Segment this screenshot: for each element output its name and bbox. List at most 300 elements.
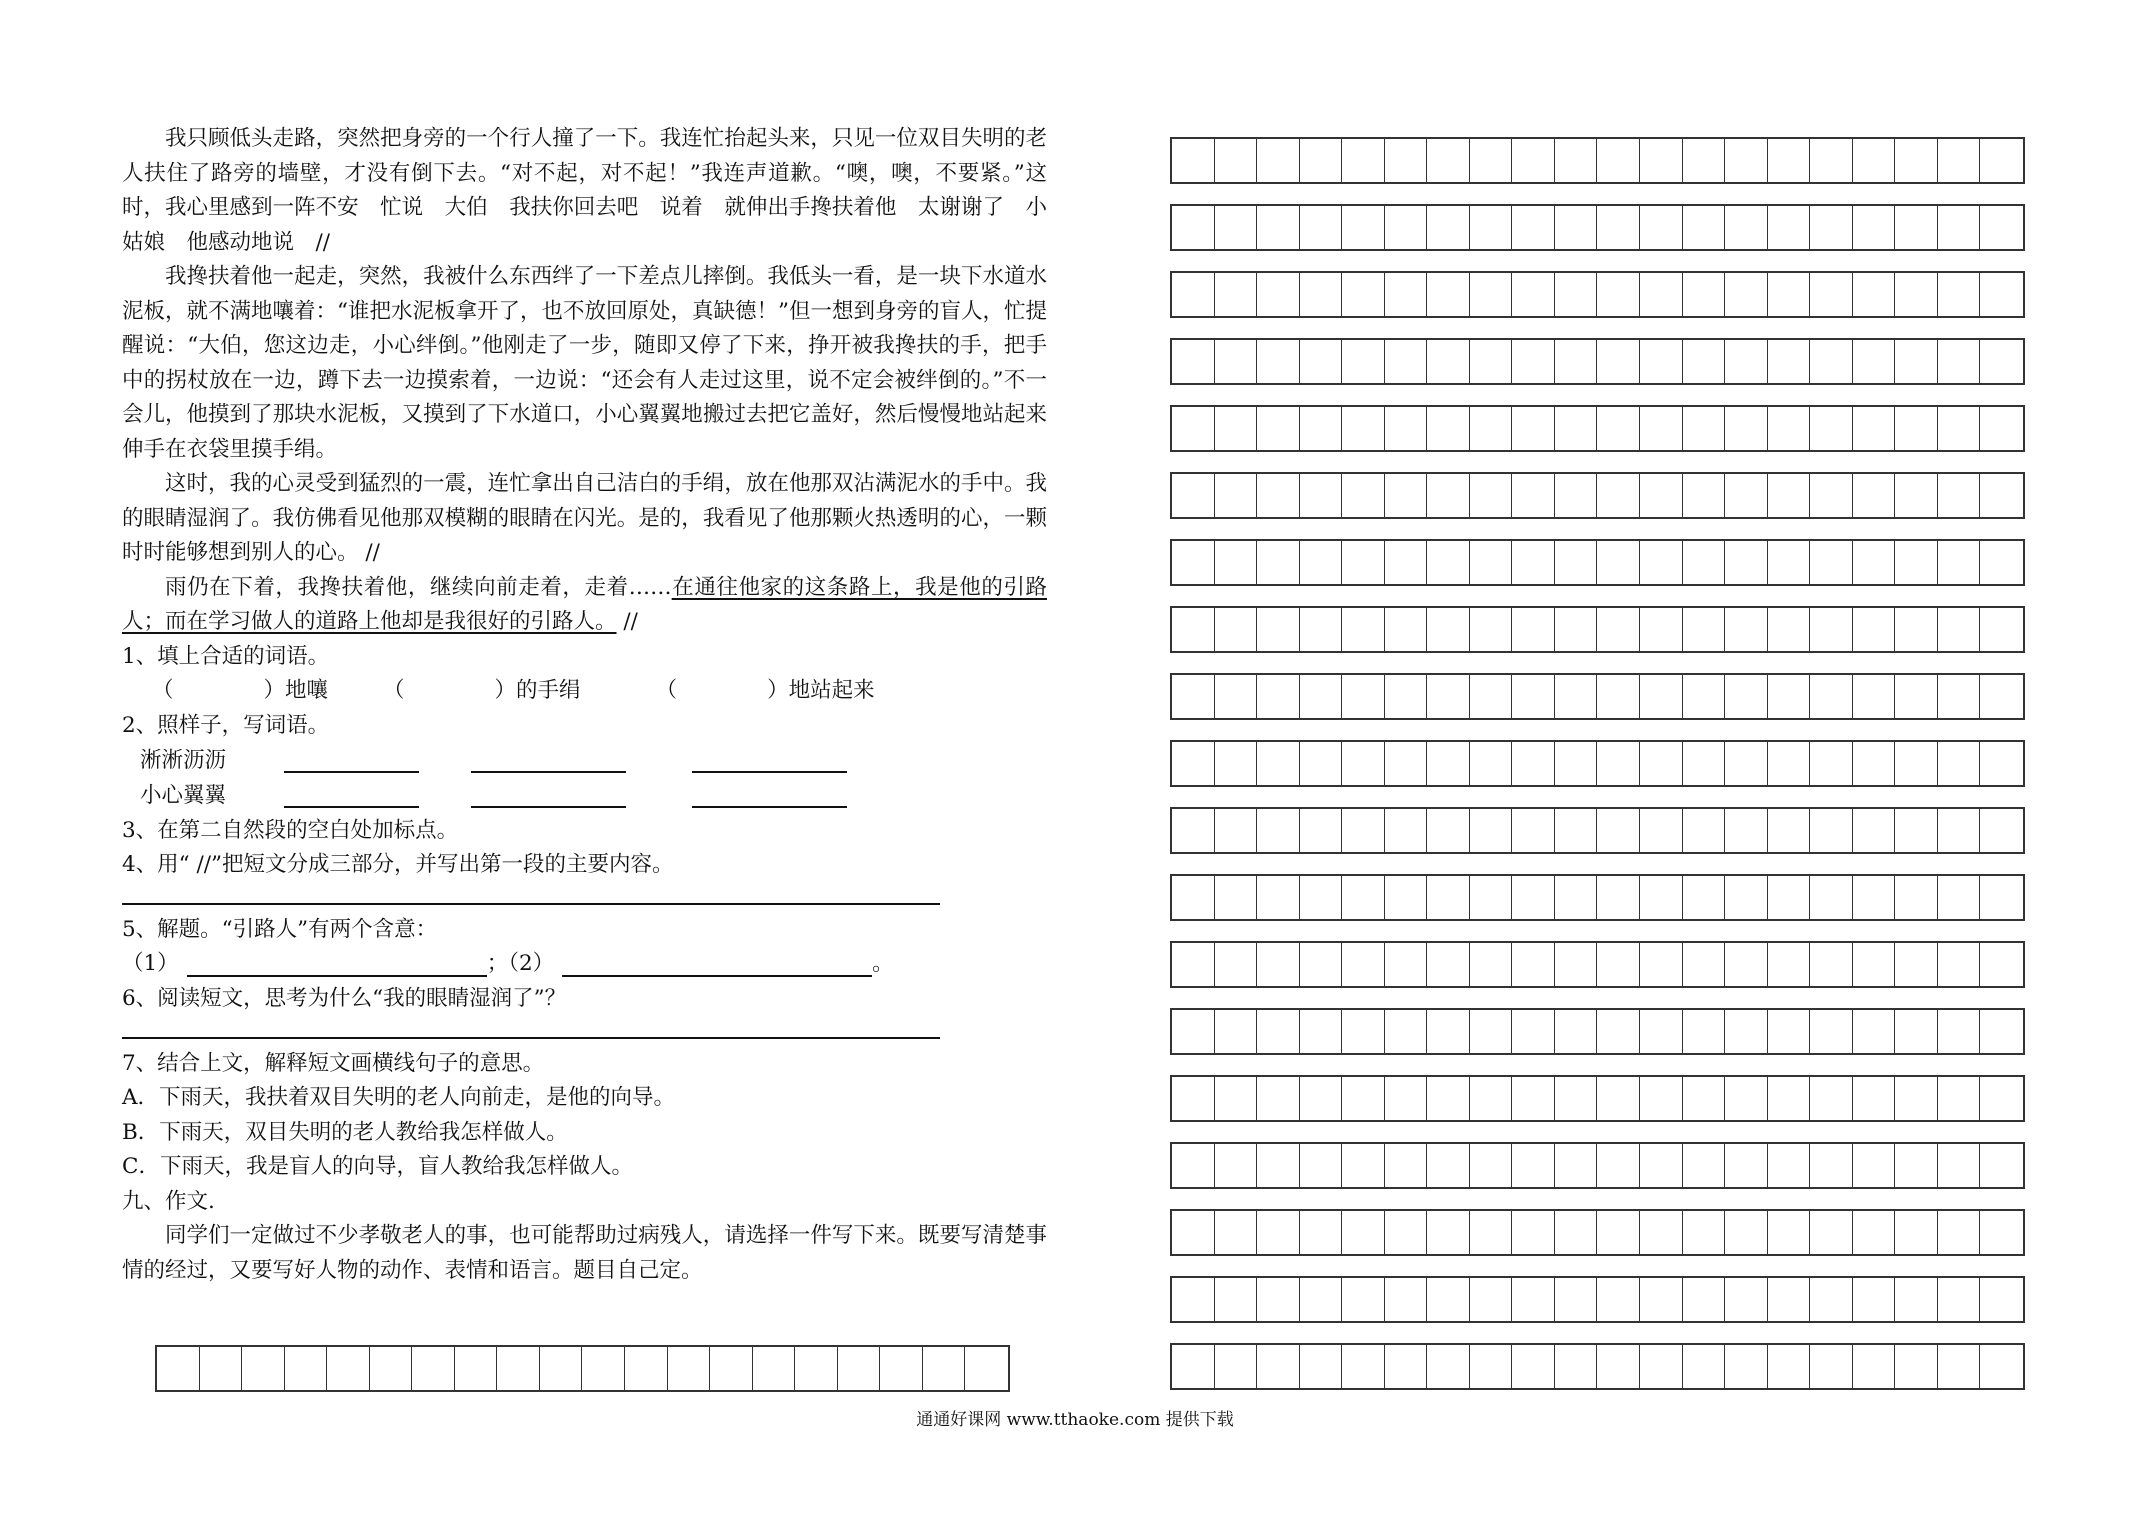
grid-cell[interactable] xyxy=(1640,1278,1683,1321)
q2-blank[interactable] xyxy=(692,749,847,773)
grid-cell[interactable] xyxy=(1853,809,1896,852)
grid-cell[interactable] xyxy=(1768,206,1811,249)
grid-cell[interactable] xyxy=(1640,876,1683,919)
grid-cell[interactable] xyxy=(1725,474,1768,517)
grid-cell[interactable] xyxy=(1257,943,1300,986)
grid-cell[interactable] xyxy=(1725,742,1768,785)
grid-cell[interactable] xyxy=(1810,675,1853,718)
grid-cell[interactable] xyxy=(1300,139,1343,182)
grid-cell[interactable] xyxy=(1810,809,1853,852)
q5-blank-2[interactable] xyxy=(562,953,872,977)
grid-cell[interactable] xyxy=(1512,1345,1555,1388)
grid-cell[interactable] xyxy=(1555,1278,1598,1321)
grid-cell[interactable] xyxy=(1725,206,1768,249)
grid-cell[interactable] xyxy=(1427,1077,1470,1120)
grid-cell[interactable] xyxy=(1172,1211,1215,1254)
grid-cell[interactable] xyxy=(1342,1345,1385,1388)
grid-cell[interactable] xyxy=(1257,407,1300,450)
grid-cell[interactable] xyxy=(1427,139,1470,182)
grid-cell[interactable] xyxy=(1938,809,1981,852)
grid-cell[interactable] xyxy=(1683,1010,1726,1053)
grid-cell[interactable] xyxy=(838,1347,881,1390)
grid-cell[interactable] xyxy=(1470,407,1513,450)
grid-cell[interactable] xyxy=(1895,742,1938,785)
grid-cell[interactable] xyxy=(1895,1345,1938,1388)
grid-cell[interactable] xyxy=(1810,407,1853,450)
grid-cell[interactable] xyxy=(1342,608,1385,651)
grid-cell[interactable] xyxy=(1895,139,1938,182)
grid-cell[interactable] xyxy=(1980,340,2023,383)
q4-answer-line[interactable] xyxy=(122,883,940,905)
grid-cell[interactable] xyxy=(1470,1010,1513,1053)
grid-cell[interactable] xyxy=(1385,608,1428,651)
grid-cell[interactable] xyxy=(1810,876,1853,919)
grid-cell[interactable] xyxy=(1725,876,1768,919)
grid-cell[interactable] xyxy=(1555,809,1598,852)
grid-cell[interactable] xyxy=(1512,407,1555,450)
grid-cell[interactable] xyxy=(1215,608,1258,651)
grid-cell[interactable] xyxy=(1980,139,2023,182)
grid-cell[interactable] xyxy=(1385,340,1428,383)
grid-cell[interactable] xyxy=(1172,474,1215,517)
q2-blank[interactable] xyxy=(692,784,847,808)
grid-cell[interactable] xyxy=(1980,1345,2023,1388)
grid-cell[interactable] xyxy=(1300,943,1343,986)
grid-cell[interactable] xyxy=(1640,1077,1683,1120)
grid-cell[interactable] xyxy=(1938,675,1981,718)
grid-cell[interactable] xyxy=(1385,943,1428,986)
grid-cell[interactable] xyxy=(1640,340,1683,383)
grid-cell[interactable] xyxy=(1215,943,1258,986)
grid-cell[interactable] xyxy=(1512,1077,1555,1120)
grid-cell[interactable] xyxy=(1938,1278,1981,1321)
grid-cell[interactable] xyxy=(1172,340,1215,383)
composition-grid-row[interactable] xyxy=(1170,204,2025,251)
grid-cell[interactable] xyxy=(1810,206,1853,249)
grid-cell[interactable] xyxy=(1938,1211,1981,1254)
composition-grid-row[interactable] xyxy=(1170,338,2025,385)
grid-cell[interactable] xyxy=(1342,407,1385,450)
grid-cell[interactable] xyxy=(1980,1278,2023,1321)
grid-cell[interactable] xyxy=(1768,1010,1811,1053)
grid-cell[interactable] xyxy=(1512,273,1555,316)
grid-cell[interactable] xyxy=(1555,340,1598,383)
grid-cell[interactable] xyxy=(1853,876,1896,919)
q7-option-a[interactable]: A．下雨天，我扶着双目失明的老人向前走，是他的向导。 xyxy=(122,1085,676,1110)
grid-cell[interactable] xyxy=(1215,474,1258,517)
grid-cell[interactable] xyxy=(1938,742,1981,785)
grid-cell[interactable] xyxy=(1342,206,1385,249)
grid-cell[interactable] xyxy=(1427,407,1470,450)
grid-cell[interactable] xyxy=(1938,273,1981,316)
grid-cell[interactable] xyxy=(1640,139,1683,182)
grid-cell[interactable] xyxy=(1768,1077,1811,1120)
grid-cell[interactable] xyxy=(1810,340,1853,383)
grid-cell[interactable] xyxy=(1640,541,1683,584)
grid-cell[interactable] xyxy=(1683,943,1726,986)
grid-cell[interactable] xyxy=(1257,1010,1300,1053)
grid-cell[interactable] xyxy=(1342,273,1385,316)
grid-cell[interactable] xyxy=(1342,1144,1385,1187)
grid-cell[interactable] xyxy=(1342,1211,1385,1254)
grid-cell[interactable] xyxy=(1853,139,1896,182)
grid-cell[interactable] xyxy=(1300,809,1343,852)
grid-cell[interactable] xyxy=(1980,1144,2023,1187)
grid-cell[interactable] xyxy=(1555,407,1598,450)
grid-cell[interactable] xyxy=(1938,340,1981,383)
grid-cell[interactable] xyxy=(1853,742,1896,785)
grid-cell[interactable] xyxy=(1512,876,1555,919)
grid-cell[interactable] xyxy=(1725,1010,1768,1053)
grid-cell[interactable] xyxy=(1555,1211,1598,1254)
grid-cell[interactable] xyxy=(1385,273,1428,316)
q2-blank[interactable] xyxy=(284,749,419,773)
grid-cell[interactable] xyxy=(1725,340,1768,383)
grid-cell[interactable] xyxy=(1512,1010,1555,1053)
grid-cell[interactable] xyxy=(1895,608,1938,651)
grid-cell[interactable] xyxy=(1810,1077,1853,1120)
grid-cell[interactable] xyxy=(880,1347,923,1390)
grid-cell[interactable] xyxy=(497,1347,540,1390)
grid-cell[interactable] xyxy=(1427,943,1470,986)
grid-cell[interactable] xyxy=(1470,943,1513,986)
grid-cell[interactable] xyxy=(1768,474,1811,517)
grid-cell[interactable] xyxy=(1640,1345,1683,1388)
grid-cell[interactable] xyxy=(1853,943,1896,986)
grid-cell[interactable] xyxy=(1427,541,1470,584)
grid-cell[interactable] xyxy=(1172,943,1215,986)
grid-cell[interactable] xyxy=(1640,1144,1683,1187)
grid-cell[interactable] xyxy=(1768,139,1811,182)
grid-cell[interactable] xyxy=(1555,139,1598,182)
grid-cell[interactable] xyxy=(1597,1144,1640,1187)
composition-grid-row[interactable] xyxy=(1170,1343,2025,1390)
grid-cell[interactable] xyxy=(1810,1211,1853,1254)
grid-cell[interactable] xyxy=(1470,1144,1513,1187)
grid-cell[interactable] xyxy=(1215,340,1258,383)
grid-cell[interactable] xyxy=(285,1347,328,1390)
grid-cell[interactable] xyxy=(1172,1144,1215,1187)
grid-cell[interactable] xyxy=(1512,139,1555,182)
grid-cell[interactable] xyxy=(1938,608,1981,651)
grid-cell[interactable] xyxy=(1512,1144,1555,1187)
composition-grid-row[interactable] xyxy=(1170,539,2025,586)
grid-cell[interactable] xyxy=(1725,809,1768,852)
grid-cell[interactable] xyxy=(327,1347,370,1390)
grid-cell[interactable] xyxy=(1555,943,1598,986)
grid-cell[interactable] xyxy=(1725,1278,1768,1321)
grid-cell[interactable] xyxy=(1768,608,1811,651)
composition-grid-row[interactable] xyxy=(1170,1008,2025,1055)
grid-cell[interactable] xyxy=(1385,407,1428,450)
grid-cell[interactable] xyxy=(1597,1077,1640,1120)
grid-cell[interactable] xyxy=(1768,541,1811,584)
grid-cell[interactable] xyxy=(1597,608,1640,651)
grid-cell[interactable] xyxy=(1810,139,1853,182)
grid-cell[interactable] xyxy=(1853,541,1896,584)
grid-cell[interactable] xyxy=(1725,1144,1768,1187)
grid-cell[interactable] xyxy=(1768,1211,1811,1254)
q7-option-c[interactable]: C．下雨天，我是盲人的向导，盲人教给我怎样做人。 xyxy=(122,1154,633,1179)
grid-cell[interactable] xyxy=(1215,1211,1258,1254)
composition-grid-row[interactable] xyxy=(1170,1142,2025,1189)
grid-cell[interactable] xyxy=(1980,608,2023,651)
grid-cell[interactable] xyxy=(1300,1345,1343,1388)
grid-cell[interactable] xyxy=(1683,1211,1726,1254)
grid-cell[interactable] xyxy=(1980,675,2023,718)
grid-cell[interactable] xyxy=(1725,608,1768,651)
q7-option-b[interactable]: B．下雨天，双目失明的老人教给我怎样做人。 xyxy=(122,1119,568,1145)
grid-cell[interactable] xyxy=(1300,474,1343,517)
grid-cell[interactable] xyxy=(1427,1144,1470,1187)
grid-cell[interactable] xyxy=(1810,943,1853,986)
grid-cell[interactable] xyxy=(1938,206,1981,249)
grid-cell[interactable] xyxy=(1342,541,1385,584)
grid-cell[interactable] xyxy=(1810,1010,1853,1053)
grid-cell[interactable] xyxy=(1768,273,1811,316)
grid-cell[interactable] xyxy=(1300,1278,1343,1321)
grid-cell[interactable] xyxy=(1427,1345,1470,1388)
grid-cell[interactable] xyxy=(1768,1278,1811,1321)
grid-cell[interactable] xyxy=(1683,809,1726,852)
grid-cell[interactable] xyxy=(1300,1077,1343,1120)
grid-cell[interactable] xyxy=(1725,139,1768,182)
grid-cell[interactable] xyxy=(1215,1345,1258,1388)
grid-cell[interactable] xyxy=(1427,1010,1470,1053)
grid-cell[interactable] xyxy=(1555,541,1598,584)
grid-cell[interactable] xyxy=(1512,675,1555,718)
grid-cell[interactable] xyxy=(1215,742,1258,785)
grid-cell[interactable] xyxy=(1938,474,1981,517)
grid-cell[interactable] xyxy=(1895,1278,1938,1321)
grid-cell[interactable] xyxy=(753,1347,796,1390)
grid-cell[interactable] xyxy=(1683,1345,1726,1388)
grid-cell[interactable] xyxy=(1470,474,1513,517)
grid-cell[interactable] xyxy=(1172,1010,1215,1053)
grid-cell[interactable] xyxy=(1895,474,1938,517)
grid-cell[interactable] xyxy=(1597,407,1640,450)
grid-cell[interactable] xyxy=(1470,876,1513,919)
grid-cell[interactable] xyxy=(1895,407,1938,450)
composition-grid-row[interactable] xyxy=(1170,472,2025,519)
grid-cell[interactable] xyxy=(1683,206,1726,249)
grid-cell[interactable] xyxy=(540,1347,583,1390)
grid-cell[interactable] xyxy=(1597,541,1640,584)
grid-cell[interactable] xyxy=(1555,1010,1598,1053)
grid-cell[interactable] xyxy=(1980,474,2023,517)
grid-cell[interactable] xyxy=(1427,1278,1470,1321)
grid-cell[interactable] xyxy=(1938,1144,1981,1187)
grid-cell[interactable] xyxy=(1810,1278,1853,1321)
grid-cell[interactable] xyxy=(1683,675,1726,718)
composition-grid-left[interactable] xyxy=(155,1345,1010,1392)
grid-cell[interactable] xyxy=(370,1347,413,1390)
grid-cell[interactable] xyxy=(1810,474,1853,517)
grid-cell[interactable] xyxy=(1895,273,1938,316)
grid-cell[interactable] xyxy=(1853,273,1896,316)
grid-cell[interactable] xyxy=(1640,675,1683,718)
grid-cell[interactable] xyxy=(1980,809,2023,852)
grid-cell[interactable] xyxy=(1215,407,1258,450)
grid-cell[interactable] xyxy=(1810,273,1853,316)
grid-cell[interactable] xyxy=(1512,809,1555,852)
grid-cell[interactable] xyxy=(1555,1144,1598,1187)
grid-cell[interactable] xyxy=(1427,474,1470,517)
grid-cell[interactable] xyxy=(1853,340,1896,383)
composition-grid-row[interactable] xyxy=(1170,1209,2025,1256)
grid-cell[interactable] xyxy=(1980,541,2023,584)
composition-grid-row[interactable] xyxy=(1170,137,2025,184)
grid-cell[interactable] xyxy=(1810,608,1853,651)
grid-cell[interactable] xyxy=(1172,876,1215,919)
grid-cell[interactable] xyxy=(1768,407,1811,450)
grid-cell[interactable] xyxy=(1385,876,1428,919)
grid-cell[interactable] xyxy=(1895,876,1938,919)
grid-cell[interactable] xyxy=(1683,1144,1726,1187)
grid-cell[interactable] xyxy=(1257,1278,1300,1321)
grid-cell[interactable] xyxy=(1980,876,2023,919)
composition-grid-row[interactable] xyxy=(1170,1075,2025,1122)
grid-cell[interactable] xyxy=(1300,273,1343,316)
grid-cell[interactable] xyxy=(1853,1345,1896,1388)
grid-cell[interactable] xyxy=(1853,1144,1896,1187)
grid-cell[interactable] xyxy=(1257,608,1300,651)
grid-cell[interactable] xyxy=(1597,273,1640,316)
grid-cell[interactable] xyxy=(1342,1010,1385,1053)
grid-cell[interactable] xyxy=(1215,675,1258,718)
grid-cell[interactable] xyxy=(1385,809,1428,852)
grid-cell[interactable] xyxy=(1683,407,1726,450)
grid-cell[interactable] xyxy=(1427,1211,1470,1254)
grid-cell[interactable] xyxy=(1810,1345,1853,1388)
grid-cell[interactable] xyxy=(1427,675,1470,718)
grid-cell[interactable] xyxy=(1683,876,1726,919)
grid-cell[interactable] xyxy=(582,1347,625,1390)
grid-cell[interactable] xyxy=(1512,608,1555,651)
grid-cell[interactable] xyxy=(1640,608,1683,651)
grid-cell[interactable] xyxy=(1215,876,1258,919)
grid-cell[interactable] xyxy=(1597,206,1640,249)
grid-cell[interactable] xyxy=(1683,541,1726,584)
grid-cell[interactable] xyxy=(1257,541,1300,584)
grid-cell[interactable] xyxy=(1300,608,1343,651)
grid-cell[interactable] xyxy=(1470,206,1513,249)
grid-cell[interactable] xyxy=(242,1347,285,1390)
grid-cell[interactable] xyxy=(200,1347,243,1390)
grid-cell[interactable] xyxy=(1810,541,1853,584)
grid-cell[interactable] xyxy=(1980,1010,2023,1053)
grid-cell[interactable] xyxy=(1853,1077,1896,1120)
grid-cell[interactable] xyxy=(1427,608,1470,651)
grid-cell[interactable] xyxy=(1555,876,1598,919)
grid-cell[interactable] xyxy=(1895,541,1938,584)
grid-cell[interactable] xyxy=(1895,340,1938,383)
grid-cell[interactable] xyxy=(1512,1278,1555,1321)
grid-cell[interactable] xyxy=(1385,1010,1428,1053)
grid-cell[interactable] xyxy=(1980,742,2023,785)
grid-cell[interactable] xyxy=(1597,1345,1640,1388)
grid-cell[interactable] xyxy=(1725,1211,1768,1254)
grid-cell[interactable] xyxy=(1853,206,1896,249)
grid-cell[interactable] xyxy=(1470,1345,1513,1388)
grid-cell[interactable] xyxy=(412,1347,455,1390)
grid-cell[interactable] xyxy=(1768,340,1811,383)
grid-cell[interactable] xyxy=(1597,742,1640,785)
grid-cell[interactable] xyxy=(1385,1345,1428,1388)
grid-cell[interactable] xyxy=(1980,407,2023,450)
grid-cell[interactable] xyxy=(1215,273,1258,316)
grid-cell[interactable] xyxy=(1257,1144,1300,1187)
grid-cell[interactable] xyxy=(668,1347,711,1390)
grid-cell[interactable] xyxy=(1470,742,1513,785)
grid-cell[interactable] xyxy=(1597,474,1640,517)
composition-grid-row[interactable] xyxy=(1170,807,2025,854)
grid-cell[interactable] xyxy=(1597,1211,1640,1254)
grid-cell[interactable] xyxy=(1215,541,1258,584)
grid-cell[interactable] xyxy=(1470,340,1513,383)
grid-cell[interactable] xyxy=(1172,139,1215,182)
grid-cell[interactable] xyxy=(1300,1010,1343,1053)
grid-cell[interactable] xyxy=(1470,1278,1513,1321)
grid-cell[interactable] xyxy=(1895,1010,1938,1053)
grid-cell[interactable] xyxy=(1385,1278,1428,1321)
grid-cell[interactable] xyxy=(1853,1010,1896,1053)
grid-cell[interactable] xyxy=(710,1347,753,1390)
grid-cell[interactable] xyxy=(1980,273,2023,316)
q2-blank[interactable] xyxy=(471,784,626,808)
grid-cell[interactable] xyxy=(1938,139,1981,182)
grid-cell[interactable] xyxy=(1980,1077,2023,1120)
grid-cell[interactable] xyxy=(1172,1345,1215,1388)
grid-cell[interactable] xyxy=(1683,608,1726,651)
q5-blank-1[interactable] xyxy=(187,953,487,977)
grid-cell[interactable] xyxy=(1640,407,1683,450)
grid-cell[interactable] xyxy=(1215,1077,1258,1120)
grid-cell[interactable] xyxy=(1512,742,1555,785)
grid-cell[interactable] xyxy=(1938,407,1981,450)
grid-cell[interactable] xyxy=(1895,809,1938,852)
grid-cell[interactable] xyxy=(1257,340,1300,383)
grid-cell[interactable] xyxy=(1895,206,1938,249)
grid-cell[interactable] xyxy=(1725,943,1768,986)
grid-cell[interactable] xyxy=(1512,206,1555,249)
grid-cell[interactable] xyxy=(1215,1144,1258,1187)
grid-cell[interactable] xyxy=(1427,742,1470,785)
grid-cell[interactable] xyxy=(1342,1077,1385,1120)
grid-cell[interactable] xyxy=(1300,340,1343,383)
grid-cell[interactable] xyxy=(1427,876,1470,919)
grid-cell[interactable] xyxy=(1172,809,1215,852)
grid-cell[interactable] xyxy=(1640,943,1683,986)
grid-cell[interactable] xyxy=(1257,876,1300,919)
grid-cell[interactable] xyxy=(1555,1077,1598,1120)
grid-cell[interactable] xyxy=(1300,407,1343,450)
composition-grid-row[interactable] xyxy=(1170,606,2025,653)
grid-cell[interactable] xyxy=(1172,541,1215,584)
grid-cell[interactable] xyxy=(1640,474,1683,517)
grid-cell[interactable] xyxy=(1597,340,1640,383)
grid-cell[interactable] xyxy=(1853,1211,1896,1254)
grid-cell[interactable] xyxy=(1895,1077,1938,1120)
grid-cell[interactable] xyxy=(1385,1211,1428,1254)
grid-cell[interactable] xyxy=(1980,943,2023,986)
grid-cell[interactable] xyxy=(1810,1144,1853,1187)
grid-cell[interactable] xyxy=(1470,608,1513,651)
grid-cell[interactable] xyxy=(1725,407,1768,450)
grid-cell[interactable] xyxy=(1385,474,1428,517)
grid-cell[interactable] xyxy=(1470,1077,1513,1120)
grid-cell[interactable] xyxy=(1725,1077,1768,1120)
